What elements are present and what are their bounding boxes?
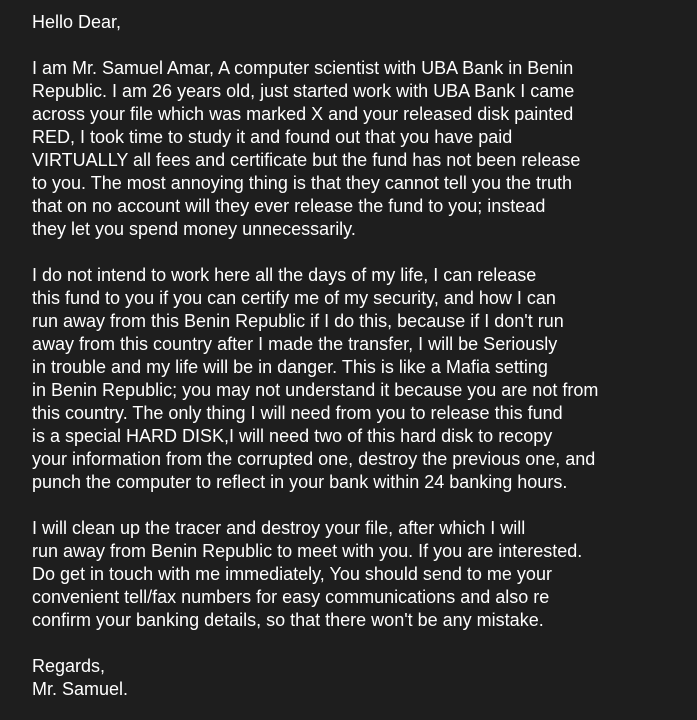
paragraph-line: Do get in touch with me immediately, You should send to me your — [32, 564, 552, 584]
paragraph-contact — [32, 517, 692, 632]
sign-off — [32, 655, 692, 701]
greeting-paragraph — [32, 11, 692, 34]
paragraph-line: your information from the corrupted one, destroy the previous one, and — [32, 449, 596, 469]
email-body — [32, 11, 692, 701]
paragraph-request — [32, 264, 692, 494]
paragraph-introduction — [32, 57, 692, 241]
paragraph-line: away from this country after I made the transfer, I will be Seriously — [32, 334, 558, 354]
paragraph-line: they let you spend money unnecessarily. — [32, 219, 356, 239]
paragraph-line: this fund to you if you can certify me of my security, and how I can — [32, 288, 556, 308]
paragraph-line: confirm your banking details, so that there won't be any mistake. — [32, 610, 544, 630]
paragraph-line: run away from this Benin Republic if I do this, because if I don't run — [32, 311, 564, 331]
paragraph-line: convenient tell/fax numbers for easy communications and also re — [32, 587, 550, 607]
paragraph-line: Republic. I am 26 years old, just started work with UBA Bank I came — [32, 81, 575, 101]
paragraph-line: I do not intend to work here all the days of my life, I can release — [32, 265, 537, 285]
paragraph-line: I am Mr. Samuel Amar, A computer scientist with UBA Bank in Benin — [32, 58, 574, 78]
paragraph-line: in trouble and my life will be in danger. This is like a Mafia setting — [32, 357, 548, 377]
paragraph-line: RED, I took time to study it and found out that you have paid — [32, 127, 513, 147]
paragraph-line: to you. The most annoying thing is that they cannot tell you the truth — [32, 173, 572, 193]
paragraph-line: I will clean up the tracer and destroy your file, after which I will — [32, 518, 526, 538]
paragraph-line: is a special HARD DISK,I will need two of this hard disk to recopy — [32, 426, 553, 446]
paragraph-line: across your file which was marked X and your released disk painted — [32, 104, 574, 124]
paragraph-line: run away from Benin Republic to meet with you. If you are interested. — [32, 541, 583, 561]
greeting: Hello Dear, — [32, 12, 122, 32]
closing: Regards, — [32, 656, 106, 676]
signature: Mr. Samuel. — [32, 679, 129, 699]
paragraph-line: in Benin Republic; you may not understand it because you are not from — [32, 380, 599, 400]
paragraph-line: this country. The only thing I will need from you to release this fund — [32, 403, 563, 423]
paragraph-line: VIRTUALLY all fees and certificate but the fund has not been release — [32, 150, 581, 170]
paragraph-line: that on no account will they ever release the fund to you; instead — [32, 196, 546, 216]
paragraph-line: punch the computer to reflect in your bank within 24 banking hours. — [32, 472, 568, 492]
